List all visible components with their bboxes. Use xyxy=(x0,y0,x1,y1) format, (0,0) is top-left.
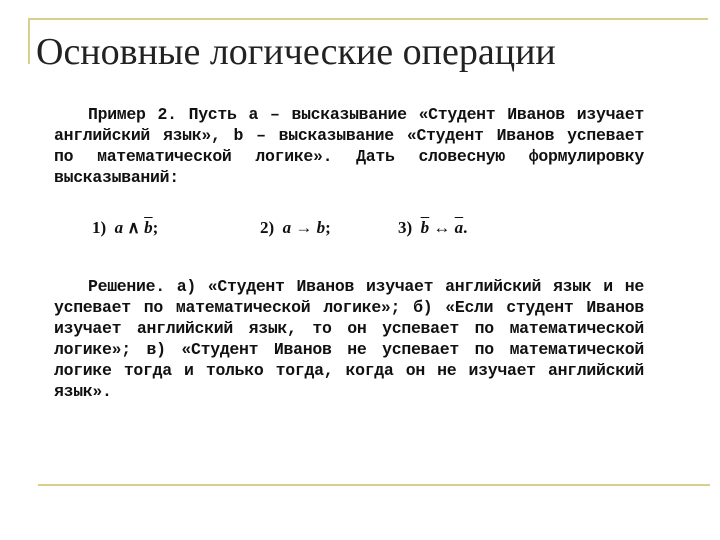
decorative-top-line xyxy=(28,18,708,20)
formula-2: 2) a → b; xyxy=(260,218,331,237)
formula-1: 1) a ∧ $\overline{b}$; xyxy=(92,218,159,237)
solution-label: Решение. xyxy=(88,277,165,296)
example-paragraph xyxy=(54,104,644,188)
slide-title: Основные логические операции xyxy=(36,31,556,73)
decorative-bottom-line xyxy=(38,484,710,486)
example-label: Пример 2. xyxy=(88,105,177,124)
solution-text: а) «Студент Иванов изучает английский язык и не успевает по математической логике»; б) «Если студент Иванов изучает английский язык, то он успевает по математической логике»; в) «Студент Иванов не успевает по математической логике тогда и только тогда, когда он не изучает английский язык». xyxy=(54,277,644,401)
decorative-vertical-line xyxy=(28,18,30,64)
formula-3: 3) $\overline{b}$ ↔ $\overline{a}$. xyxy=(398,218,468,237)
formula-list xyxy=(92,218,512,242)
solution-paragraph xyxy=(54,276,644,402)
example-text: Пусть a – высказывание «Студент Иванов изучает английский язык», b – высказывание «Студент Иванов успевает по математической логике». Дать словесную формулировку высказываний: xyxy=(54,105,644,187)
